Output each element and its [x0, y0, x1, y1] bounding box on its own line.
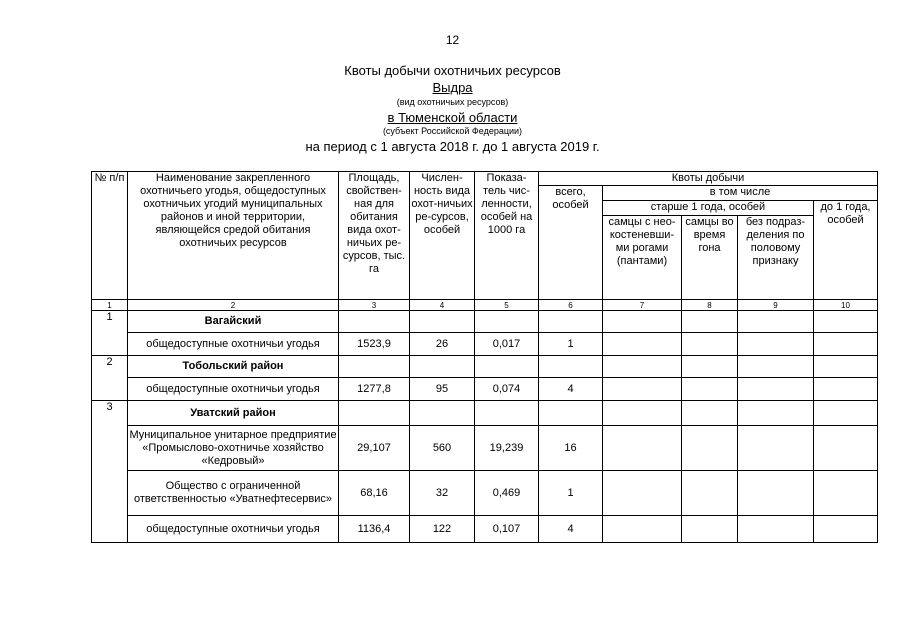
empty-cell: [475, 311, 539, 333]
empty-cell: [814, 401, 878, 426]
empty-cell: [814, 378, 878, 401]
column-number: 8: [682, 300, 738, 311]
header-males-rut: самцы во время гона: [682, 216, 738, 300]
total-value: 4: [539, 378, 603, 401]
ground-name: общедоступные охотничьи угодья: [128, 378, 339, 401]
density-value: 0,017: [475, 333, 539, 356]
table-row: [92, 471, 878, 516]
empty-cell: [603, 471, 682, 516]
table-row: [92, 333, 878, 356]
empty-cell: [603, 333, 682, 356]
region-row: [92, 401, 878, 426]
empty-cell: [682, 516, 738, 543]
count-value: 95: [410, 378, 475, 401]
empty-cell: [814, 471, 878, 516]
area-value: 1277,8: [339, 378, 410, 401]
count-value: 560: [410, 426, 475, 471]
density-value: 0,107: [475, 516, 539, 543]
table-row: [92, 378, 878, 401]
region-title: Вагайский: [128, 311, 339, 333]
empty-cell: [682, 333, 738, 356]
empty-cell: [410, 311, 475, 333]
empty-cell: [738, 378, 814, 401]
empty-cell: [539, 356, 603, 378]
empty-cell: [603, 356, 682, 378]
region-name: в Тюменской области: [387, 110, 518, 125]
document-title: Квоты добычи охотничьих ресурсов: [344, 63, 561, 78]
empty-cell: [475, 401, 539, 426]
area-value: 68,16: [339, 471, 410, 516]
header-total: всего, особей: [539, 186, 603, 300]
empty-cell: [814, 311, 878, 333]
ground-name: Муниципальное унитарное предприятие «Промыслово-охотничье хозяйство «Кедровый»: [128, 426, 339, 471]
quota-table: [91, 171, 878, 543]
count-value: 26: [410, 333, 475, 356]
header-males-unossified: самцы с нео-костеневши-ми рогами (пантами): [603, 216, 682, 300]
total-value: 16: [539, 426, 603, 471]
empty-cell: [682, 471, 738, 516]
column-number-row: [92, 300, 878, 311]
empty-cell: [475, 356, 539, 378]
density-value: 19,239: [475, 426, 539, 471]
empty-cell: [682, 311, 738, 333]
region-row: [92, 356, 878, 378]
empty-cell: [682, 378, 738, 401]
empty-cell: [603, 378, 682, 401]
empty-cell: [603, 311, 682, 333]
column-number: 7: [603, 300, 682, 311]
column-number: 1: [92, 300, 128, 311]
density-value: 0,074: [475, 378, 539, 401]
region-row: [92, 311, 878, 333]
empty-cell: [682, 401, 738, 426]
column-number: 5: [475, 300, 539, 311]
empty-cell: [603, 516, 682, 543]
empty-cell: [682, 356, 738, 378]
empty-cell: [682, 426, 738, 471]
column-number: 4: [410, 300, 475, 311]
ground-name: общедоступные охотничьи угодья: [128, 333, 339, 356]
region-title: Уватский район: [128, 401, 339, 426]
empty-cell: [738, 333, 814, 356]
header-including: в том числе: [603, 186, 878, 201]
region-title: Тобольский район: [128, 356, 339, 378]
header-older: старше 1 года, особей: [603, 201, 814, 216]
ground-name: общедоступные охотничьи угодья: [128, 516, 339, 543]
column-number: 6: [539, 300, 603, 311]
empty-cell: [814, 333, 878, 356]
column-number: 10: [814, 300, 878, 311]
period: на период с 1 августа 2018 г. до 1 августа 2019 г.: [305, 139, 600, 154]
empty-cell: [814, 426, 878, 471]
ground-name: Общество с ограниченной ответственностью «Уватнефтесервис»: [128, 471, 339, 516]
header-no: № п/п: [92, 172, 128, 300]
empty-cell: [410, 356, 475, 378]
empty-cell: [738, 311, 814, 333]
area-value: 1523,9: [339, 333, 410, 356]
total-value: 1: [539, 471, 603, 516]
header-quota: Квоты добычи: [539, 172, 878, 186]
empty-cell: [603, 401, 682, 426]
empty-cell: [539, 311, 603, 333]
resource-caption: (вид охотничьих ресурсов): [396, 97, 509, 107]
page-number: 12: [445, 33, 460, 47]
empty-cell: [738, 516, 814, 543]
header-under1: до 1 года, особей: [814, 201, 878, 300]
empty-cell: [339, 401, 410, 426]
empty-cell: [814, 356, 878, 378]
region-number: 3: [92, 401, 128, 543]
count-value: 32: [410, 471, 475, 516]
empty-cell: [738, 471, 814, 516]
region-number: 1: [92, 311, 128, 356]
area-value: 29,107: [339, 426, 410, 471]
density-value: 0,469: [475, 471, 539, 516]
table-row: [92, 516, 878, 543]
region-number: 2: [92, 356, 128, 401]
empty-cell: [738, 401, 814, 426]
empty-cell: [814, 516, 878, 543]
header-density: Показа-тель чис-ленности, особей на 1000 га: [475, 172, 539, 300]
header-name: Наименование закрепленного охотничьего угодья, общедоступных охотничьих угодий муниципальных районов и иной территории, являющейся средой обитания охотничьих ресурсов: [128, 172, 339, 300]
total-value: 4: [539, 516, 603, 543]
column-number: 3: [339, 300, 410, 311]
header-area: Площадь, свойствен-ная для обитания вида охот-ничьих ре-сурсов, тыс. га: [339, 172, 410, 300]
empty-cell: [603, 426, 682, 471]
column-number: 9: [738, 300, 814, 311]
region-caption: (субъект Российской Федерации): [382, 126, 523, 136]
header-no-sex-split: без подраз-деления по половому признаку: [738, 216, 814, 300]
empty-cell: [339, 356, 410, 378]
empty-cell: [339, 311, 410, 333]
empty-cell: [738, 426, 814, 471]
table-row: [92, 426, 878, 471]
resource-name: Выдра: [432, 80, 473, 95]
header-count: Числен-ность вида охот-ничьих ре-сурсов, особей: [410, 172, 475, 300]
empty-cell: [410, 401, 475, 426]
column-number: 2: [128, 300, 339, 311]
area-value: 1136,4: [339, 516, 410, 543]
count-value: 122: [410, 516, 475, 543]
total-value: 1: [539, 333, 603, 356]
empty-cell: [738, 356, 814, 378]
empty-cell: [539, 401, 603, 426]
